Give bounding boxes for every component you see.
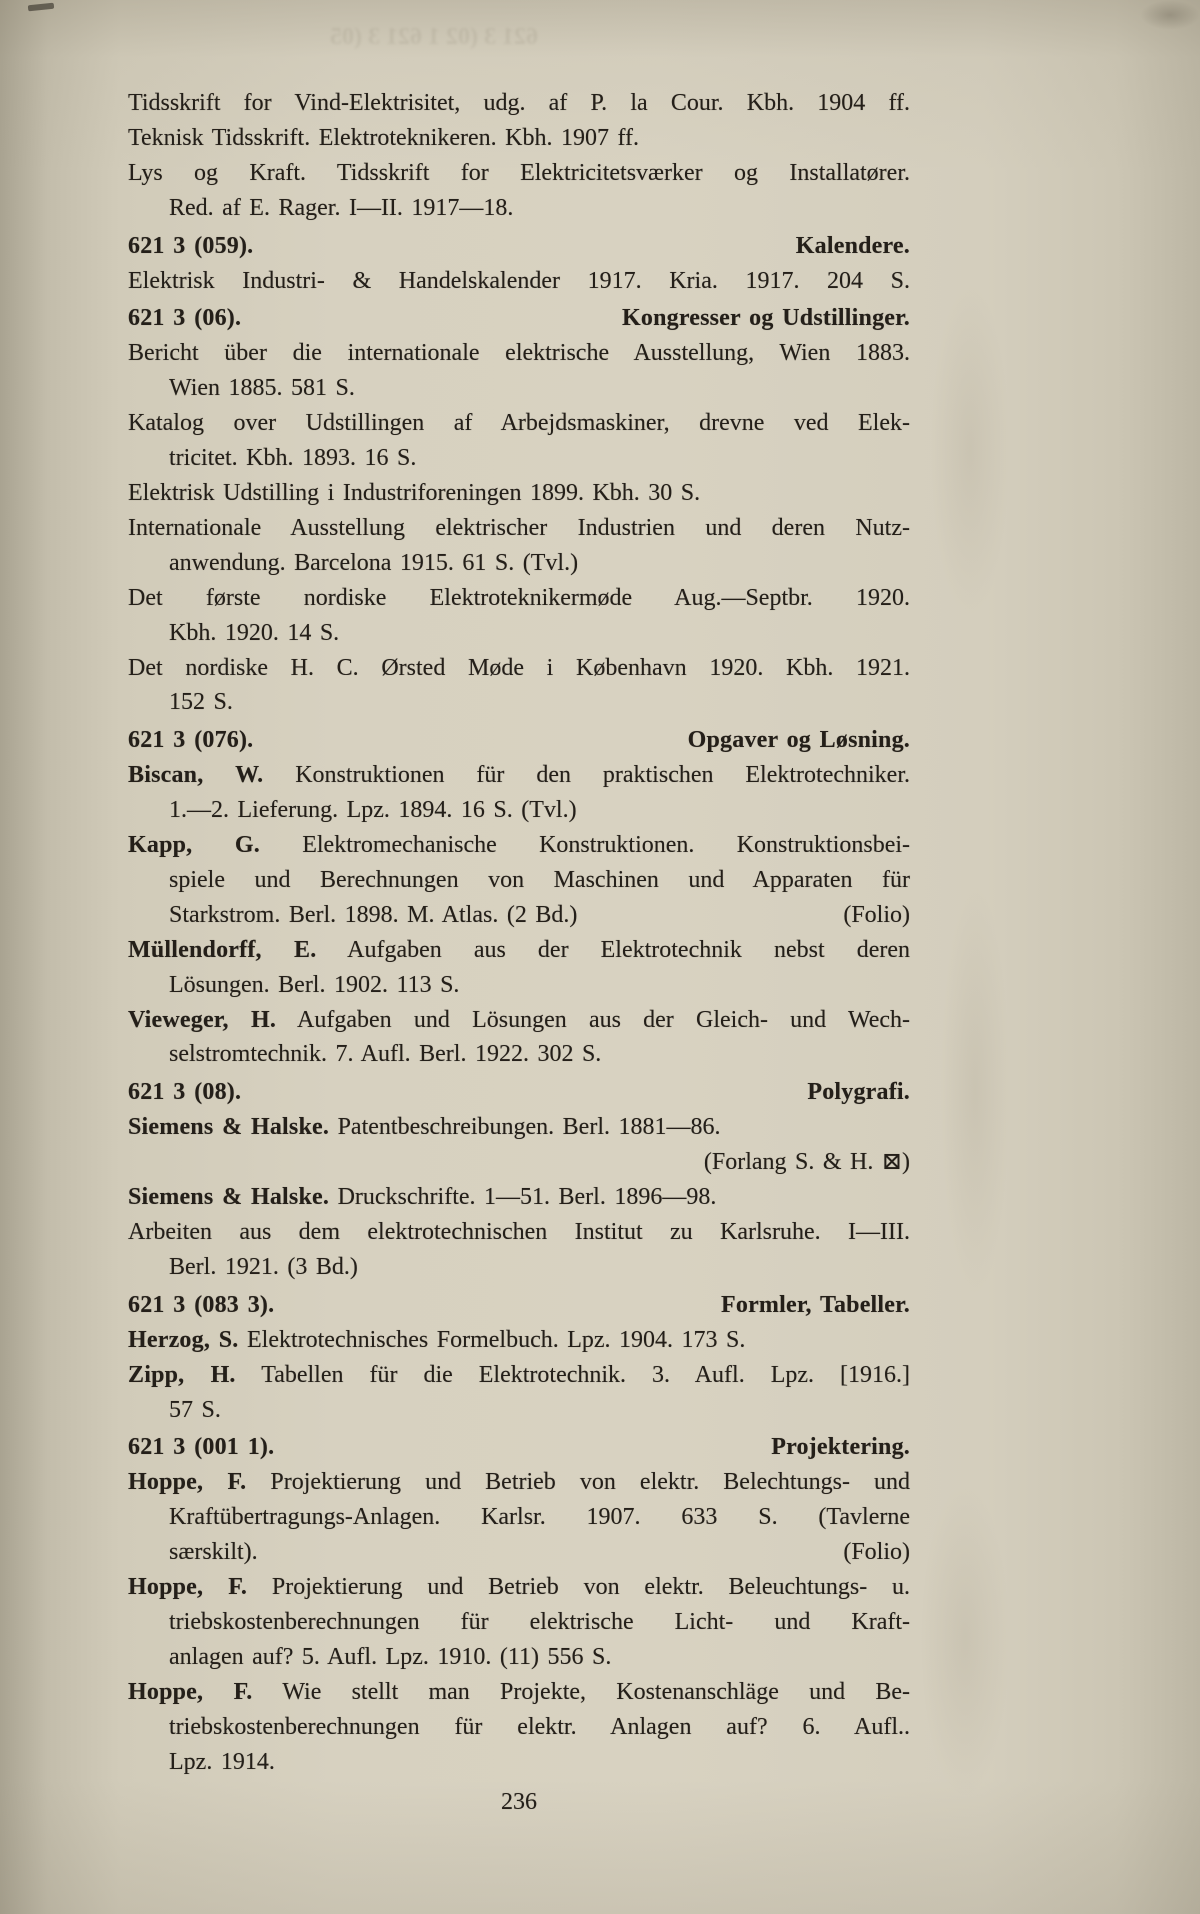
category-label: Formler, Tabeller. bbox=[721, 1291, 910, 1318]
right-note: (Folio) bbox=[843, 901, 910, 928]
class-number: 621 3 (076). bbox=[128, 727, 254, 754]
bleed-smudge bbox=[930, 280, 1010, 620]
right-note: (Folio) bbox=[843, 1539, 910, 1566]
entry-line: Herzog, S. Elektrotechnisches Formelbuch. Lpz. 1904. 173 S. bbox=[128, 1326, 746, 1353]
entry-line: Det nordiske H. C. Ørsted Møde i København 1920. Kbh. 1921. bbox=[128, 654, 910, 681]
entry-line: Lys og Kraft. Tidsskrift for Elektricitetsværker og Installatører. bbox=[128, 159, 910, 186]
entry-line: Internationale Ausstellung elektrischer Industrien und deren Nutz- bbox=[128, 514, 910, 541]
entry-line: Elektrisk Industri- & Handelskalender 1917. Kria. 1917. 204 S. bbox=[128, 267, 910, 294]
class-number: 621 3 (083 3). bbox=[128, 1291, 275, 1318]
entry-line: Teknisk Tidsskrift. Elektroteknikeren. Kbh. 1907 ff. bbox=[128, 124, 640, 151]
entry-line: Berl. 1921. (3 Bd.) bbox=[169, 1253, 358, 1280]
section-heading bbox=[128, 229, 910, 264]
bleedthrough-text: 621 3 (02 1 621 3 (05 bbox=[330, 24, 538, 50]
entry-line: Kapp, G. Elektromechanische Konstruktionen. Konstruktionsbei- bbox=[128, 832, 911, 859]
entry-line: Kraftübertragungs-Anlagen. Karlsr. 1907. 633 S. (Tavlerne bbox=[169, 1504, 910, 1531]
entry-line: selstromtechnik. 7. Aufl. Berl. 1922. 302 S. bbox=[169, 1041, 602, 1068]
author-name: Zipp, H. bbox=[128, 1361, 236, 1388]
entry-line: Tidsskrift for Vind-Elektrisitet, udg. af P. la Cour. Kbh. 1904 ff. bbox=[128, 90, 910, 116]
entry-line: Kbh. 1920. 14 S. bbox=[169, 619, 340, 646]
entry-text: særskilt). bbox=[169, 1539, 258, 1566]
ink-speck bbox=[28, 3, 54, 12]
section-heading bbox=[128, 301, 910, 336]
entry-line bbox=[128, 898, 910, 933]
section-heading bbox=[128, 1075, 910, 1110]
entry-line: Müllendorff, E. Aufgaben aus der Elektrotechnik nebst deren bbox=[128, 936, 910, 963]
entry-line: Det første nordiske Elektroteknikermøde Aug.—Septbr. 1920. bbox=[128, 584, 910, 611]
section-heading bbox=[128, 1430, 910, 1465]
author-name: Siemens & Halske. bbox=[128, 1114, 330, 1141]
entry-line: Arbeiten aus dem elektrotechnischen Institut zu Karlsruhe. I—III. bbox=[128, 1219, 910, 1245]
bleed-smudge bbox=[940, 880, 1010, 1300]
section-heading bbox=[128, 1288, 910, 1323]
text-block bbox=[128, 86, 910, 1780]
category-label: Kongresser og Udstillinger. bbox=[622, 305, 910, 332]
entry-line: anlagen auf? 5. Aufl. Lpz. 1910. (11) 556 S. bbox=[169, 1643, 612, 1670]
entry-line: Biscan, W. Konstruktionen für den praktischen Elektrotechniker. bbox=[128, 762, 911, 789]
entry-line: Bericht über die internationale elektrische Ausstellung, Wien 1883. bbox=[128, 340, 910, 367]
entry-line: Zipp, H. Tabellen für die Elektrotechnik. 3. Aufl. Lpz. [1916.] bbox=[128, 1361, 910, 1388]
page-number: 236 bbox=[501, 1789, 537, 1815]
entry-line: Lösungen. Berl. 1902. 113 S. bbox=[169, 971, 460, 998]
entry-line: Hoppe, F. Projektierung und Betrieb von elektr. Belechtungs- und bbox=[128, 1469, 910, 1496]
class-number: 621 3 (059). bbox=[128, 232, 254, 259]
entry-line: Lpz. 1914. bbox=[169, 1748, 275, 1775]
bleed-smudge bbox=[1140, 0, 1200, 30]
author-name: Vieweger, H. bbox=[128, 1006, 277, 1033]
entry-line: 152 S. bbox=[169, 689, 233, 716]
entry-line: Siemens & Halske. Druckschrifte. 1—51. Berl. 1896—98. bbox=[128, 1184, 717, 1211]
author-name: Siemens & Halske. bbox=[128, 1184, 330, 1211]
entry-line: Hoppe, F. Wie stellt man Projekte, Kostenanschläge und Be- bbox=[128, 1678, 910, 1705]
entry-line: spiele und Berechnungen von Maschinen und Apparaten für bbox=[169, 866, 910, 893]
class-number: 621 3 (06). bbox=[128, 305, 242, 332]
entry-line: 1.—2. Lieferung. Lpz. 1894. 16 S. (Tvl.) bbox=[169, 797, 577, 824]
entry-line: Katalog over Udstillingen af Arbejdsmaskiner, drevne ved Elek- bbox=[128, 410, 910, 437]
entry-line: anwendung. Barcelona 1915. 61 S. (Tvl.) bbox=[169, 549, 579, 576]
entry-line: Elektrisk Udstilling i Industriforeningen 1899. Kbh. 30 S. bbox=[128, 479, 701, 506]
entry-line: 57 S. bbox=[169, 1396, 221, 1423]
entry-text: Starkstrom. Berl. 1898. M. Atlas. (2 Bd.) bbox=[169, 901, 578, 928]
category-label: Kalendere. bbox=[795, 232, 910, 259]
section-heading bbox=[128, 723, 910, 758]
category-label: Polygrafi. bbox=[807, 1079, 910, 1106]
author-name: Hoppe, F. bbox=[128, 1678, 253, 1705]
author-name: Herzog, S. bbox=[128, 1326, 239, 1353]
category-label: Opgaver og Løsning. bbox=[687, 727, 910, 754]
class-number: 621 3 (001 1). bbox=[128, 1434, 275, 1461]
author-name: Müllendorff, E. bbox=[128, 936, 317, 963]
entry-line bbox=[128, 1535, 910, 1570]
author-name: Biscan, W. bbox=[128, 762, 264, 789]
right-note: (Forlang S. & H. ⊠) bbox=[703, 1149, 910, 1176]
entry-line: Siemens & Halske. Patentbeschreibungen. Berl. 1881—86. bbox=[128, 1114, 721, 1141]
entry-line: Wien 1885. 581 S. bbox=[169, 375, 355, 402]
author-name: Hoppe, F. bbox=[128, 1574, 248, 1601]
bleed-smudge bbox=[920, 1480, 1010, 1800]
entry-line: Red. af E. Rager. I—II. 1917—18. bbox=[169, 194, 514, 221]
entry-line: Hoppe, F. Projektierung und Betrieb von elektr. Beleuchtungs- u. bbox=[128, 1574, 910, 1601]
entry-line: tricitet. Kbh. 1893. 16 S. bbox=[169, 445, 417, 472]
entry-line: triebskostenberechnungen für elektr. Anlagen auf? 6. Aufl.. bbox=[169, 1713, 910, 1740]
author-name: Kapp, G. bbox=[128, 832, 260, 859]
author-name: Hoppe, F. bbox=[128, 1469, 247, 1496]
category-label: Projektering. bbox=[771, 1434, 910, 1461]
entry-line bbox=[128, 1145, 910, 1180]
entry-line: triebskostenberechnungen für elektrische Licht- und Kraft- bbox=[169, 1608, 910, 1635]
class-number: 621 3 (08). bbox=[128, 1079, 242, 1106]
entry-line: Vieweger, H. Aufgaben und Lösungen aus der Gleich- und Wech- bbox=[128, 1006, 910, 1033]
